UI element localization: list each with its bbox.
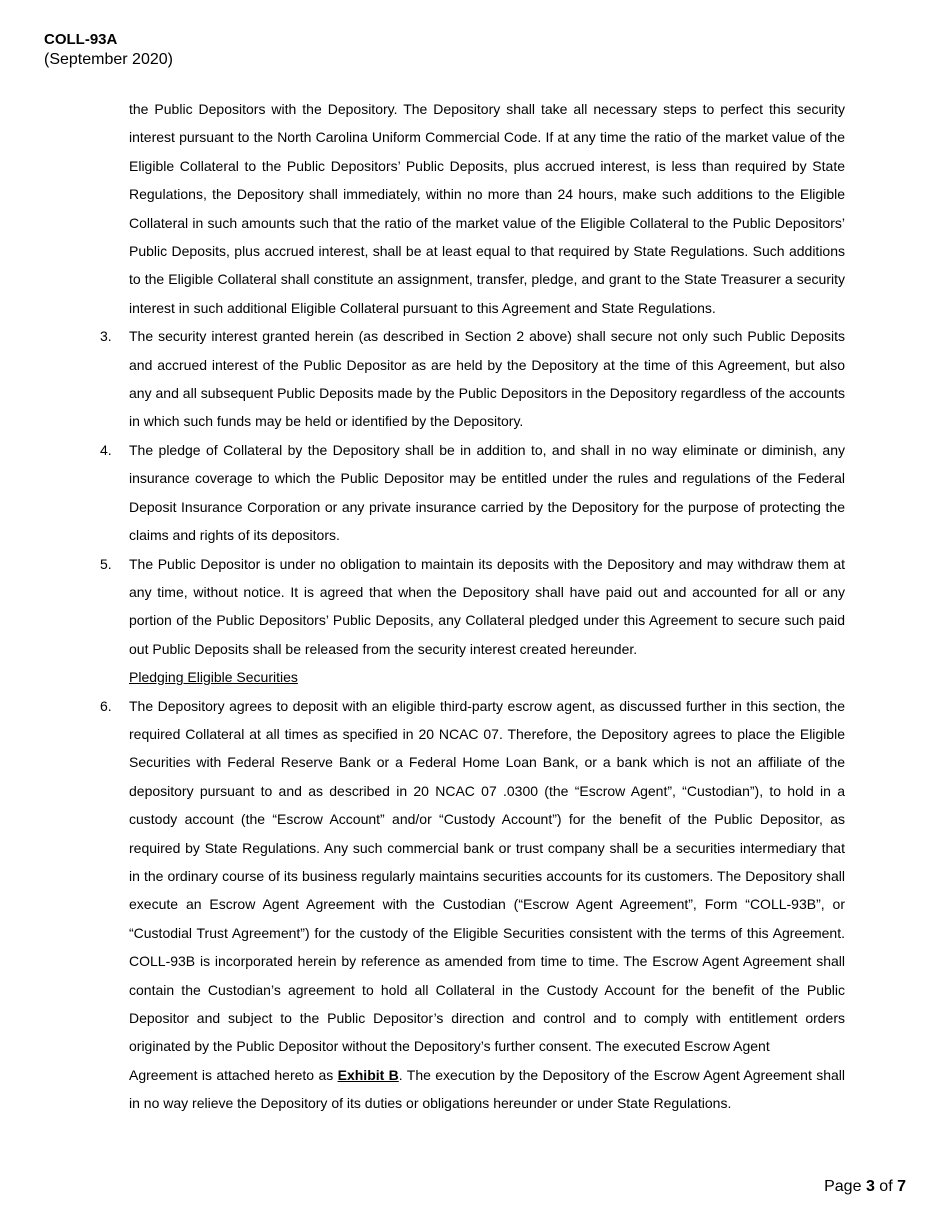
exhibit-reference: Exhibit B (337, 1066, 399, 1083)
intro-paragraph: the Public Depositors with the Depository. The Depository shall take all necessary steps to perfect this security interest pursuant to the North Carolina Uniform Commercial Code. If at any time the ratio of the market value of the Eligible Collateral to the Public Depositors’ Public Deposits, plus accrued interest, is less than required by State Regulations, the Depository shall immediately, within no more than 24 hours, make such additions to the Eligible Collateral in such amounts such that the ratio of the market value of the Eligible Collateral to the Public Depositors’ Public Deposits, plus accrued interest, shall be at least equal to that required by State Regulations. Such additions to the Eligible Collateral shall constitute an assignment, transfer, pledge, and grant to the State Treasurer a security interest in such additional Eligible Collateral pursuant to this Agreement and State Regulations. (129, 101, 845, 316)
form-date: (September 2020) (44, 51, 173, 68)
list-item-text: The security interest granted herein (as described in Section 2 above) shall secure not only such Public Deposits and accrued interest of the Public Depositor as are held by the Depository at the time of this Agreement, but also any and all subsequent Public Deposits made by the Public Depositors in the Depository regardless of the accounts in which such funds may be held or identified by the Depository. (129, 328, 845, 430)
list-item-text-continued (129, 1061, 845, 1118)
page-word: Page (824, 1178, 862, 1195)
list-item-text-part: . The execution by the Depository of the Escrow Agent Agreement shall in no way relieve the Depository of its duties or obligations hereunder or under State Regulations. (129, 1066, 846, 1112)
document-body (100, 95, 846, 1118)
list-item-number: 4. (100, 441, 112, 458)
document-header (44, 30, 173, 70)
list-item-text: The pledge of Collateral by the Depository shall be in addition to, and shall in no way eliminate or diminish, any insurance coverage to which the Public Depositor may be entitled under the rules and regulations of the Federal Deposit Insurance Corporation or any private insurance carried by the Depository for the purpose of protecting the claims and rights of its depositors. (129, 441, 845, 544)
list-item-4 (100, 436, 845, 550)
section-heading: Pledging Eligible Securities (129, 669, 298, 686)
page-current: 3 (865, 1178, 875, 1195)
list-item-6 (100, 692, 846, 1118)
list-item-text-part: Agreement is attached hereto as (129, 1066, 338, 1083)
list-item-3 (100, 322, 845, 436)
list-item-5 (100, 550, 845, 664)
page-number (824, 1176, 906, 1198)
list-item-text: The Public Depositor is under no obligation to maintain its deposits with the Depository and may withdraw them at any time, without notice. It is agreed that when the Depository shall have paid out and accounted for all or any portion of the Public Depositors’ Public Deposits, any Collateral pledged under this Agreement to secure such paid out Public Deposits shall be released from the security interest created hereunder. (129, 555, 845, 657)
page-total: 7 (897, 1178, 906, 1195)
list-item-number: 5. (100, 555, 112, 572)
list-item-number: 3. (100, 328, 112, 345)
form-code: COLL-93A (44, 31, 118, 48)
list-item-number: 6. (100, 697, 112, 714)
list-item-text: The Depository agrees to deposit with an eligible third-party escrow agent, as discussed further in this section, the required Collateral at all times as specified in 20 NCAC 07. Therefore, the Depository agrees to place the Eligible Securities with Federal Reserve Bank or a Federal Home Loan Bank, or a bank which is not an affiliate of the depository pursuant to and as described in 20 NCAC 07 .0300 (the “Escrow Agent”, “Custodian”), to hold in a custody account (the “Escrow Account” and/or “Custody Account”) for the benefit of the Public Depositor, as required by State Regulations. Any such commercial bank or trust company shall be a securities intermediary that in the ordinary course of its business regularly maintains securities accounts for its customers. The Depository shall execute an Escrow Agent Agreement with the Custodian (“Escrow Agent Agreement”, Form “COLL-93B”, or “Custodial Trust Agreement”) for the custody of the Eligible Securities consistent with the terms of this Agreement. COLL-93B is incorporated herein by reference as amended from time to time. The Escrow Agent Agreement shall contain the Custodian’s agreement to hold all Collateral in the Custody Account for the benefit of the Public Depositor and subject to the Public Depositor’s direction and control and to comply with entitlement orders originated by the Public Depositor without the Depository’s further consent. The executed Escrow Agent (129, 697, 845, 1055)
of-word: of (879, 1178, 893, 1195)
